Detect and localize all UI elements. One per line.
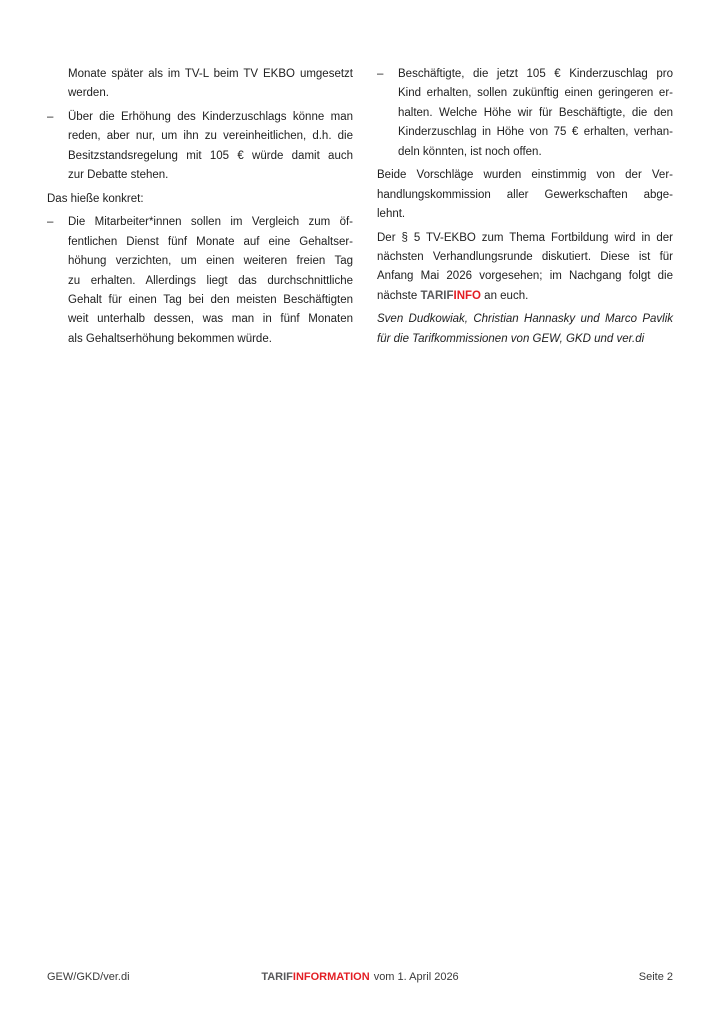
text-line: Sven Dudkowiak, Christian Hannasky und Marco Pavlik: [377, 313, 673, 326]
paragraph: [47, 65, 353, 104]
text-line: halten. Welche Höhe wir für Beschäftigte, die den: [398, 106, 673, 119]
text-line: Die Mitarbeiter*innen sollen im Vergleich zum öf-: [68, 216, 353, 229]
text-line: zur Debatte stehen.: [68, 169, 169, 182]
footer-brand-information: INFORMATION: [292, 971, 370, 983]
footer-title: [237, 971, 484, 983]
text-line: handlungskommission aller Gewerkschaften abge-: [377, 188, 673, 201]
text-line: deln könnten, ist noch offen.: [398, 145, 542, 158]
bullet-paragraph: [47, 213, 353, 349]
bullet-dash: –: [377, 68, 384, 80]
text-line: nächste TARIFINFO an euch.: [377, 289, 529, 302]
text-line: Beschäftigte, die jetzt 105 € Kinderzuschlag pro: [398, 68, 673, 80]
text-line: als Gehaltserhöhung bekommen würde.: [68, 332, 272, 345]
paragraph: [377, 229, 673, 307]
text-line: Beide Vorschläge wurden einstimmig von der Ver-: [377, 169, 673, 182]
paragraph: [377, 310, 673, 349]
bullet-dash: –: [47, 111, 54, 123]
text-line: Der § 5 TV-EKBO zum Thema Fortbildung wird in der: [377, 231, 673, 244]
paragraph: [47, 190, 353, 209]
text-line: höhung verzichten, um einen weiteren freien Tag: [68, 255, 353, 268]
text-line: Das hieße konkret:: [47, 192, 144, 205]
text-line: lehnt.: [377, 208, 406, 221]
footer-page-number: Seite 2: [638, 971, 674, 983]
brand-info: INFO: [453, 289, 481, 302]
paragraph: [377, 166, 673, 224]
text-line: Gehalt für einen Tag bei den meisten Beschäftigten: [68, 294, 353, 307]
text-line: Kinderzuschlag in Höhe von 75 € erhalten, verhan-: [398, 126, 673, 139]
text-line: Über die Erhöhung des Kinderzuschlags könne man: [68, 111, 353, 123]
text-line: Anfang Mai 2026 vorgesehen; im Nachgang folgt die: [377, 270, 673, 283]
text-line: zu erhalten. Allerdings liegt das durchschnittliche: [68, 274, 353, 287]
text-line: für die Tarifkommissionen von GEW, GKD und ver.di: [377, 332, 645, 345]
text-line: reden, aber nur, um ihn zu vereinheitlichen, d.h. die: [68, 130, 353, 143]
footer-organizations: GEW/GKD/ver.di: [47, 971, 130, 983]
text-line: nächsten Verhandlungsrunde diskutiert. Diese ist für: [377, 251, 673, 264]
bullet-dash: –: [47, 216, 54, 229]
page-footer: [47, 971, 673, 983]
text-line: Monate später als im TV-L beim TV EKBO umgesetzt: [68, 68, 353, 80]
bullet-paragraph: [377, 65, 673, 162]
text-line: fentlichen Dienst fünf Monate auf eine Gehaltser-: [68, 235, 353, 248]
text-line: werden.: [68, 87, 109, 100]
column-left: [47, 65, 353, 353]
text-line: weit unterhalb dessen, was man in fünf Monaten: [68, 313, 353, 326]
bullet-paragraph: [47, 108, 353, 186]
brand-tarif: TARIF: [420, 289, 454, 302]
text-line: Besitzstandsregelung mit 105 € würde damit auch: [68, 149, 353, 162]
column-right: [377, 65, 673, 353]
text-line: Kind erhalten, sollen zukünftig einen geringeren er-: [398, 87, 673, 100]
footer-brand-tarif: TARIF: [261, 971, 293, 983]
footer-date: vom 1. April 2026: [373, 971, 459, 983]
